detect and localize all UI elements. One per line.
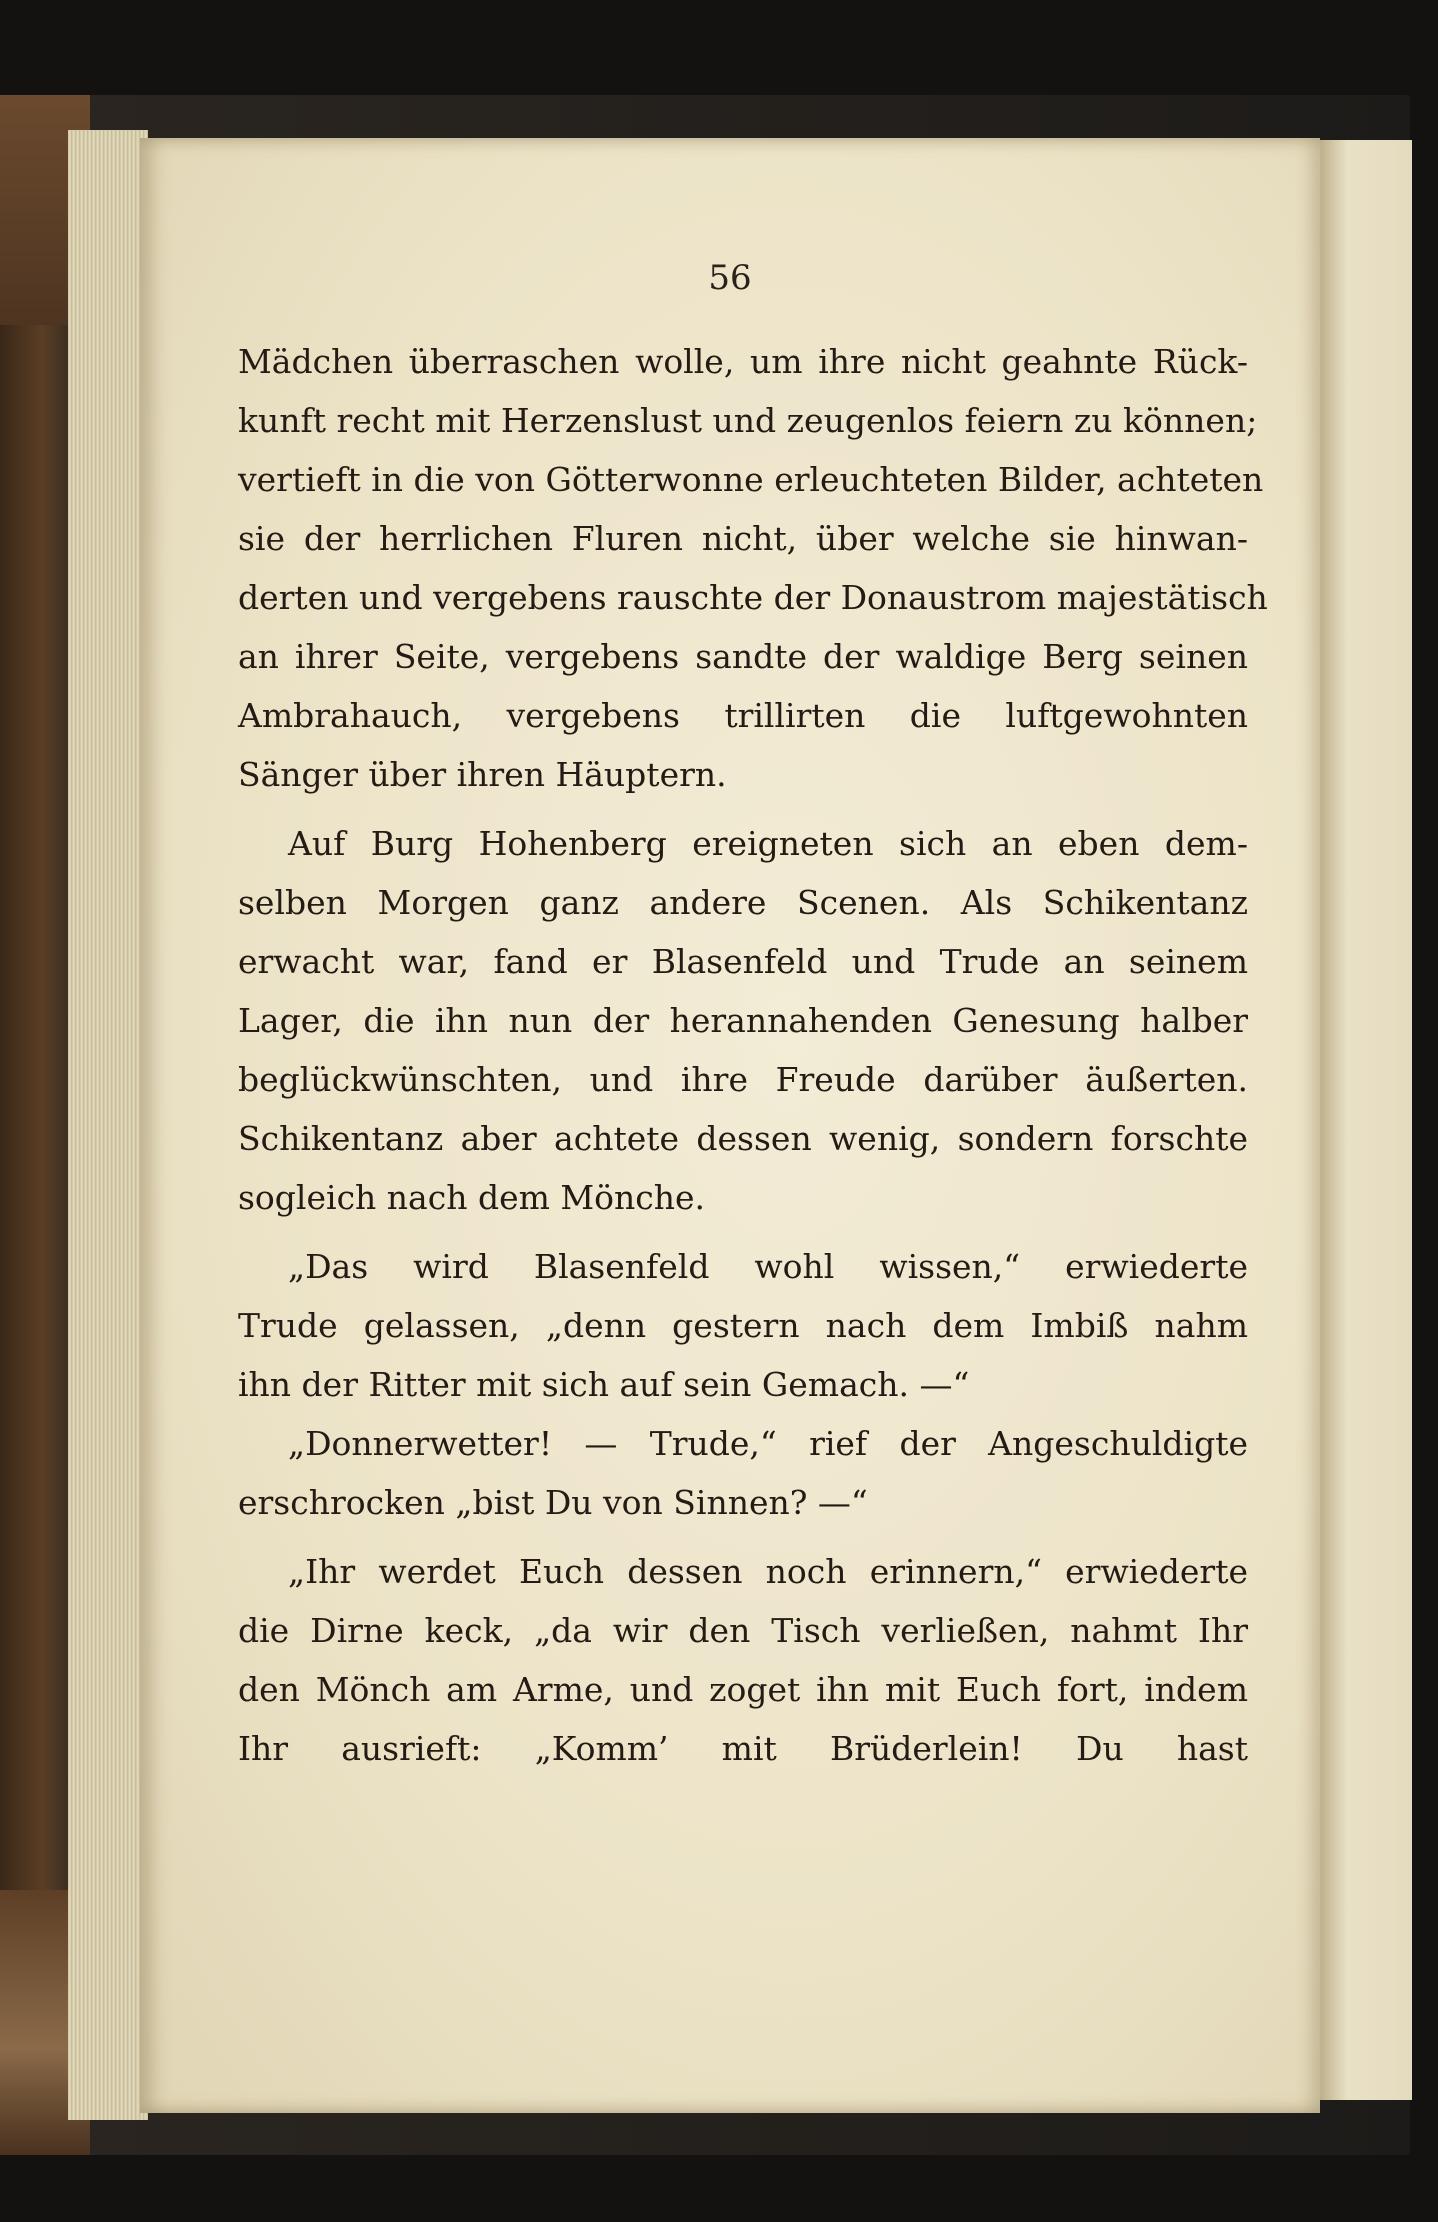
text-line: vertieft in die von Götterwonne erleuchteten Bilder, achteten (238, 460, 1264, 499)
text-line: Auf Burg Hohenberg ereigneten sich an eben dem- (288, 824, 1248, 863)
text-line: „Das wird Blasenfeld wohl wissen,“ erwiederte (288, 1247, 1248, 1286)
facing-page-edge (1318, 140, 1412, 2100)
text-line: erschrocken „bist Du von Sinnen? —“ (238, 1483, 868, 1522)
page-number: 56 (708, 258, 752, 298)
text-line: Trude gelassen, „denn gestern nach dem Imbiß nahm (238, 1306, 1248, 1345)
text-line: Mädchen überraschen wolle, um ihre nicht geahnte Rück- (238, 342, 1248, 381)
text-line: Lager, die ihn nun der herannahenden Genesung halber (238, 1001, 1248, 1040)
page-edges-left (68, 130, 148, 2120)
text-line: kunft recht mit Herzenslust und zeugenlos feiern zu können; (238, 401, 1258, 440)
text-line: beglückwünschten, und ihre Freude darüber äußerten. (238, 1060, 1248, 1099)
text-line: Ihr ausrieft: „Komm’ mit Brüderlein! Du hast (238, 1729, 1248, 1768)
text-line: an ihrer Seite, vergebens sandte der waldige Berg seinen (238, 637, 1248, 676)
text-line: den Mönch am Arme, und zoget ihn mit Euch fort, indem (238, 1670, 1248, 1709)
text-line: erwacht war, fand er Blasenfeld und Trude an seinem (238, 942, 1248, 981)
text-line: derten und vergebens rauschte der Donaustrom majestätisch (238, 578, 1268, 617)
text-line: die Dirne keck, „da wir den Tisch verließen, nahmt Ihr (238, 1611, 1248, 1650)
text-line: sogleich nach dem Mönche. (238, 1178, 706, 1217)
text-line: sie der herrlichen Fluren nicht, über welche sie hinwan- (238, 519, 1248, 558)
text-line: Schikentanz aber achtete dessen wenig, sondern forschte (238, 1119, 1248, 1158)
text-line: Sänger über ihren Häuptern. (238, 755, 727, 794)
text-line: „Ihr werdet Euch dessen noch erinnern,“ erwiederte (288, 1552, 1248, 1591)
text-line: ihn der Ritter mit sich auf sein Gemach. —“ (238, 1365, 970, 1404)
text-line: „Donnerwetter! — Trude,“ rief der Angeschuldigte (288, 1424, 1248, 1463)
page-text (238, 332, 1268, 1778)
text-line: Ambrahauch, vergebens trillirten die luftgewohnten (238, 696, 1248, 735)
text-line: selben Morgen ganz andere Scenen. Als Schikentanz (238, 883, 1248, 922)
